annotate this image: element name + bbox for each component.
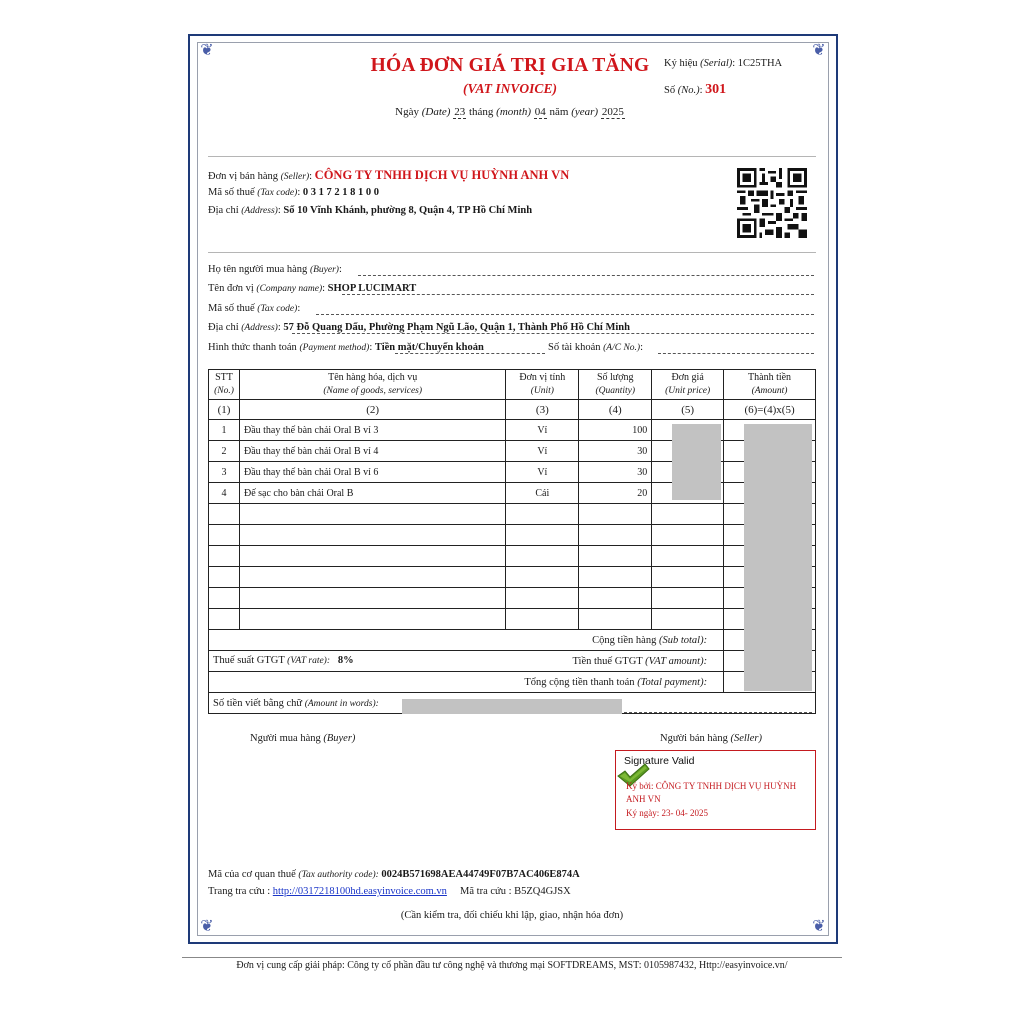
item-qty: 100 (579, 420, 652, 441)
verification-note: (Cần kiểm tra, đối chiếu khi lập, giao, nhận hóa đơn) (400, 910, 624, 921)
lookup-code-label: Mã tra cứu : (460, 886, 512, 897)
buyer-address-field (292, 333, 814, 334)
subtotal-label (209, 630, 724, 651)
subtotal-label-en: (Sub total): (658, 634, 708, 646)
month-label-en: (month) (496, 106, 531, 118)
item-name: Đầu thay thế bàn chải Oral B vỉ 4 (239, 441, 505, 462)
vat-amount-label-vi: Tiền thuế GTGT (572, 655, 643, 667)
item-no: 1 (209, 420, 240, 441)
index-cell: (3) (506, 400, 579, 420)
buyer-name-row: Họ tên người mua hàng (Buyer): (208, 264, 342, 275)
item-no: 2 (209, 441, 240, 462)
header-unit-price (652, 370, 724, 400)
item-name: Đầu thay thế bàn chải Oral B vỉ 3 (239, 420, 505, 441)
table-row-empty (209, 546, 816, 567)
buyer-tax-label: Mã số thuế (208, 303, 255, 314)
words-label: Số tiền viết bằng chữ (213, 697, 303, 709)
header-en: (Quantity) (595, 386, 636, 396)
table-row (209, 483, 816, 504)
vat-rate-label-en: (VAT rate): (287, 656, 331, 666)
table-header-row (209, 370, 816, 400)
date-label-en: (Date) (421, 106, 451, 118)
buyer-address: 57 Đỗ Quang Dẩu, Phường Phạm Ngũ Lão, Quận 1, Thành Phố Hồ Chí Minh (283, 322, 630, 333)
table-row (209, 420, 816, 441)
amount-in-words-field (624, 712, 812, 713)
month-label: tháng (468, 106, 494, 118)
lookup-link[interactable]: http://0317218100hd.easyinvoice.com.vn (272, 886, 447, 897)
payment-method: Tiền mặt/Chuyển khoản (374, 342, 484, 353)
header-amount (724, 370, 816, 400)
header-vi: Thành tiền (748, 372, 792, 383)
item-name: Đế sạc cho bàn chải Oral B (239, 483, 505, 504)
buyer-company-row: Tên đơn vị (Company name): SHOP LUCIMART (208, 283, 417, 294)
bottom-divider (182, 957, 842, 958)
company-label-en: (Company name) (256, 284, 323, 294)
index-cell: (5) (652, 400, 724, 420)
redacted-amount-in-words (402, 699, 622, 714)
item-no: 4 (209, 483, 240, 504)
payment-row: Hình thức thanh toán (Payment method): Tiền mặt/Chuyển khoản (208, 342, 484, 353)
invoice-date (300, 106, 720, 118)
seller-tax-code: 0 3 1 7 2 1 8 1 0 0 (302, 187, 379, 198)
divider (208, 252, 816, 253)
header-vi: STT (215, 372, 233, 383)
date-day: 23 (454, 106, 466, 118)
payment-label-en: (Payment method) (299, 343, 370, 353)
header-vi: Đơn vị tính (519, 372, 566, 383)
item-qty: 20 (579, 483, 652, 504)
authority-label: Mã của cơ quan thuế (208, 869, 296, 880)
header-no (209, 370, 240, 400)
header-en: (Unit) (530, 386, 554, 396)
seller-address-row: Địa chỉ (Address): Số 10 Vĩnh Khánh, phường 8, Quận 4, TP Hồ Chí Minh (208, 205, 533, 216)
buyer-tax-row: Mã số thuế (Tax code): (208, 303, 301, 314)
solution-provider: Đơn vị cung cấp giải pháp: Công ty cổ phần đầu tư công nghệ và thương mại SOFTDREAMS, MST: 0105987432, Http://easyinvoice.vn/ (236, 960, 788, 971)
number-value: 301 (705, 82, 727, 97)
account-label: Số tài khoản (548, 342, 601, 353)
lookup-code: B5ZQ4GJSX (514, 886, 571, 897)
item-name: Đầu thay thế bàn chải Oral B vỉ 6 (239, 462, 505, 483)
serial-label: Ký hiệu (664, 58, 698, 69)
company-label: Tên đơn vị (208, 283, 254, 294)
authority-code: 0024B571698AEA44749F07B7AC406E874A (381, 869, 580, 880)
date-label: Ngày (395, 106, 419, 118)
payment-label: Hình thức thanh toán (208, 342, 297, 353)
seller-name-row: Đơn vị bán hàng (Seller): CÔNG TY TNHH DỊCH VỤ HUỲNH ANH VN (208, 168, 570, 182)
seller-name: CÔNG TY TNHH DỊCH VỤ HUỲNH ANH VN (314, 168, 570, 182)
subtotal-row (209, 630, 816, 651)
divider (208, 156, 816, 157)
item-unit: Vỉ (506, 462, 579, 483)
table-row-empty (209, 588, 816, 609)
header-en: (Unit price) (665, 386, 711, 396)
number-label: Số (664, 85, 676, 96)
signature-valid-text: Signature Valid (624, 755, 695, 767)
seller-signature-label (660, 733, 762, 744)
header-unit (506, 370, 579, 400)
buyer-address-row: Địa chỉ (Address): 57 Đỗ Quang Dẩu, Phường Phạm Ngũ Lão, Quận 1, Thành Phố Hồ Chí Minh (208, 322, 630, 333)
header-en: (Name of goods, services) (323, 386, 423, 396)
serial-label-en: (Serial) (700, 58, 733, 69)
seller-address: Số 10 Vĩnh Khánh, phường 8, Quận 4, TP Hồ Chí Minh (283, 205, 533, 216)
signed-date: Ký ngày: 23- 04- 2025 (626, 808, 708, 818)
item-unit: Vỉ (506, 420, 579, 441)
total-row (209, 672, 816, 693)
buyer-label: Họ tên người mua hàng (208, 264, 308, 275)
serial-value: 1C25THA (737, 58, 783, 69)
year-label: năm (549, 106, 569, 118)
corner-ornament-icon: ❦ (812, 918, 826, 935)
account-label-en: (A/C No.) (603, 343, 641, 353)
buyer-signature-en: (Buyer) (323, 733, 356, 744)
index-cell: (2) (239, 400, 505, 420)
seller-tax-row: Mã số thuế (Tax code): 0 3 1 7 2 1 8 1 0 0 (208, 187, 379, 198)
table-row-empty (209, 609, 816, 630)
table-row (209, 441, 816, 462)
buyer-company-field (342, 294, 814, 295)
tax-authority-row (208, 869, 580, 880)
lookup-row (208, 886, 571, 897)
date-month: 04 (534, 106, 546, 118)
table-row-empty (209, 504, 816, 525)
vat-row (209, 651, 816, 672)
header-vi: Đơn giá (671, 372, 704, 383)
seller-address-label-en: (Address) (241, 206, 278, 216)
buyer-tax-label-en: (Tax code) (257, 304, 298, 314)
authority-label-en: (Tax authority code): (298, 870, 379, 880)
buyer-address-label: Địa chỉ (208, 322, 239, 333)
header-vi: Số lượng (596, 372, 634, 383)
lookup-label: Trang tra cứu : (208, 886, 271, 897)
table-row-empty (209, 525, 816, 546)
account-row: Số tài khoản (A/C No.): (548, 342, 643, 353)
seller-tax-label: Mã số thuế (208, 187, 255, 198)
corner-ornament-icon: ❦ (812, 42, 826, 59)
buyer-name-field (358, 275, 814, 276)
seller-address-label: Địa chỉ (208, 205, 239, 216)
date-year: 2025 (601, 106, 624, 118)
subtotal-label-vi: Cộng tiền hàng (592, 634, 657, 646)
number-label-en: (No.) (677, 85, 700, 96)
table-row-empty (209, 567, 816, 588)
invoice-title: HÓA ĐƠN GIÁ TRỊ GIA TĂNG (370, 55, 650, 76)
seller-signature-vi: Người bán hàng (660, 733, 728, 744)
item-unit: Vỉ (506, 441, 579, 462)
vat-rate (213, 655, 354, 666)
item-no: 3 (209, 462, 240, 483)
account-field (658, 353, 814, 354)
vat-label (209, 651, 724, 672)
item-qty: 30 (579, 462, 652, 483)
signed-by-cont: ANH VN (626, 794, 661, 804)
invoice-serial: Ký hiệu (Serial): 1C25THA (664, 58, 783, 69)
items-table (208, 369, 816, 714)
seller-label: Đơn vị bán hàng (208, 171, 278, 182)
corner-ornament-icon: ❦ (200, 918, 214, 935)
year-label-en: (year) (571, 106, 599, 118)
total-label (209, 672, 724, 693)
header-name (239, 370, 505, 400)
header-en: (Amount) (751, 386, 788, 396)
vat-amount-label-en: (VAT amount): (645, 655, 708, 667)
redacted-unit-prices (672, 424, 721, 500)
words-label-en: (Amount in words): (304, 698, 379, 709)
column-index-row (209, 400, 816, 420)
header-vi: Tên hàng hóa, dịch vụ (328, 372, 418, 383)
redacted-amounts (744, 424, 812, 691)
payment-field (395, 353, 545, 354)
seller-signature-en: (Seller) (730, 733, 762, 744)
item-qty: 30 (579, 441, 652, 462)
seller-label-en: (Seller) (280, 172, 310, 182)
buyer-company: SHOP LUCIMART (327, 283, 417, 294)
corner-ornament-icon: ❦ (200, 42, 214, 59)
item-unit: Cái (506, 483, 579, 504)
invoice-subtitle: (VAT INVOICE) (463, 81, 557, 96)
buyer-signature-label (250, 733, 355, 744)
header-en: (No.) (214, 386, 234, 396)
vat-rate-label: Thuế suất GTGT (213, 655, 285, 666)
index-cell: (4) (579, 400, 652, 420)
total-label-vi: Tổng cộng tiền thanh toán (524, 676, 635, 688)
vat-rate-value: 8% (337, 655, 354, 666)
invoice-number: Số (No.): 301 (664, 82, 727, 97)
seller-tax-label-en: (Tax code) (257, 188, 298, 198)
index-cell: (1) (209, 400, 240, 420)
index-cell: (6)=(4)x(5) (724, 400, 816, 420)
table-row (209, 462, 816, 483)
total-label-en: (Total payment): (637, 676, 708, 688)
buyer-signature-vi: Người mua hàng (250, 733, 321, 744)
header-quantity (579, 370, 652, 400)
buyer-tax-field (316, 314, 814, 315)
qr-code-icon (737, 168, 807, 238)
buyer-address-label-en: (Address) (241, 323, 278, 333)
signed-by: Ký bởi: CÔNG TY TNHH DỊCH VỤ HUỲNH (626, 781, 797, 791)
buyer-label-en: (Buyer) (309, 265, 339, 275)
